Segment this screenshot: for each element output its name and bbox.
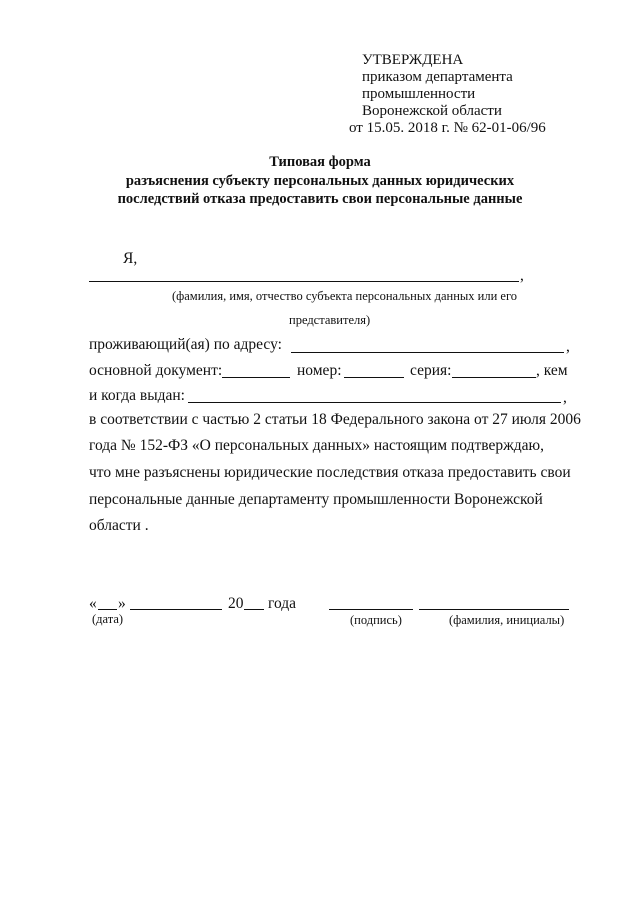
date-quote-close: » [118, 595, 126, 612]
month-field[interactable] [130, 609, 222, 610]
issued-field[interactable] [188, 402, 561, 403]
paragraph-line-3: что мне разъяснены юридические последствия отказа предоставить свои [89, 464, 571, 481]
approval-order-number: от 15.05. 2018 г. № 62-01-06/96 [349, 120, 546, 136]
signer-name-field[interactable] [419, 609, 569, 610]
address-comma: , [566, 338, 570, 355]
day-field[interactable] [98, 609, 117, 610]
approval-department-line: промышленности [362, 86, 476, 102]
signature-field[interactable] [329, 609, 413, 610]
document-type-field[interactable] [222, 377, 290, 378]
address-field[interactable] [291, 352, 564, 353]
address-label: проживающий(ая) по адресу: [89, 336, 282, 353]
issued-comma: , [563, 389, 567, 406]
signature-hint: (подпись) [350, 613, 402, 627]
initials-hint: (фамилия, инициалы) [449, 613, 565, 627]
document-number-field[interactable] [344, 377, 404, 378]
series-issued-by: , кем [536, 362, 568, 379]
number-label: номер: [297, 362, 342, 379]
series-label: серия: [410, 362, 452, 379]
title-line-1: Типовая форма [269, 154, 371, 170]
year-field[interactable] [244, 609, 264, 610]
full-name-field[interactable] [89, 281, 519, 282]
paragraph-line-2: года № 152-ФЗ «О персональных данных» настоящим подтверждаю, [89, 437, 545, 454]
year-prefix: 20 [228, 595, 244, 612]
paragraph-line-1: в соответствии с частью 2 статьи 18 Федерального закона от 27 июля 2006 [89, 411, 581, 428]
paragraph-line-4: персональные данные департаменту промышленности Воронежской [89, 491, 543, 508]
document-label: основной документ: [89, 362, 223, 379]
paragraph-line-5: области . [89, 517, 149, 534]
approval-order-line: приказом департамента [362, 69, 513, 85]
full-name-hint-2: представителя) [289, 313, 371, 327]
issued-label: и когда выдан: [89, 387, 185, 404]
date-quote-open: « [89, 595, 97, 612]
date-hint: (дата) [92, 612, 124, 626]
ya-label: Я, [123, 250, 138, 267]
full-name-comma: , [520, 267, 524, 284]
title-line-3: последствий отказа предоставить свои персональные данные [117, 191, 523, 207]
full-name-hint-1: (фамилия, имя, отчество субъекта персональных данных или его [172, 289, 518, 303]
approval-heading: УТВЕРЖДЕНА [362, 52, 464, 68]
title-line-2: разъяснения субъекту персональных данных юридических [125, 173, 515, 189]
approval-region-line: Воронежской области [362, 103, 502, 119]
year-suffix: года [268, 595, 297, 612]
document-series-field[interactable] [452, 377, 536, 378]
